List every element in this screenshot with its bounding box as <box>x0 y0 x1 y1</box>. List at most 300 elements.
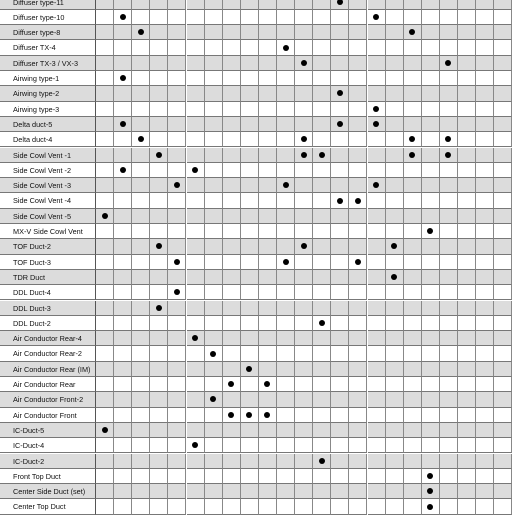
matrix-cell <box>150 469 168 484</box>
matrix-cell <box>96 193 114 208</box>
matrix-cell <box>277 392 295 407</box>
matrix-cell <box>349 484 367 499</box>
matrix-cell <box>476 132 494 147</box>
matrix-cell <box>386 270 404 285</box>
matrix-cell <box>205 346 223 361</box>
matrix-cell <box>458 362 476 377</box>
row-label: Delta duct-5 <box>0 117 96 132</box>
matrix-cell <box>494 10 512 25</box>
matrix-cell <box>223 331 241 346</box>
matrix-cell <box>132 71 150 86</box>
matrix-cell <box>168 270 186 285</box>
matrix-cell <box>295 10 313 25</box>
matrix-cell <box>241 255 259 270</box>
matrix-cell <box>440 484 458 499</box>
matrix-cell <box>404 0 422 10</box>
matrix-cell <box>187 209 205 224</box>
matrix-cell <box>476 163 494 178</box>
matrix-cell <box>368 331 386 346</box>
matrix-cell <box>241 454 259 469</box>
table-row <box>0 484 520 499</box>
matrix-cell <box>168 469 186 484</box>
matrix-cell <box>404 499 422 514</box>
matrix-cell <box>96 408 114 423</box>
applicability-dot-icon <box>246 412 252 418</box>
matrix-cell <box>96 438 114 453</box>
row-label: Airwing type-3 <box>0 102 96 117</box>
matrix-cell <box>259 193 277 208</box>
matrix-cell <box>277 484 295 499</box>
matrix-cell <box>313 56 331 71</box>
matrix-cell <box>187 40 205 55</box>
matrix-cell <box>205 469 223 484</box>
matrix-cell <box>494 469 512 484</box>
matrix-cell <box>349 331 367 346</box>
matrix-cell <box>277 346 295 361</box>
matrix-cell <box>223 0 241 10</box>
matrix-cell <box>368 132 386 147</box>
matrix-cell <box>150 148 168 163</box>
matrix-cell <box>476 438 494 453</box>
matrix-cell <box>205 377 223 392</box>
applicability-dot-icon <box>174 259 180 265</box>
matrix-cell <box>494 346 512 361</box>
matrix-cell <box>187 102 205 117</box>
matrix-cell <box>259 499 277 514</box>
row-label: Side Cowl Vent -4 <box>0 193 96 208</box>
matrix-cell <box>241 56 259 71</box>
table-row <box>0 346 520 361</box>
matrix-cell <box>458 270 476 285</box>
matrix-cell <box>386 255 404 270</box>
matrix-cell <box>349 362 367 377</box>
matrix-cell <box>494 102 512 117</box>
matrix-cell <box>476 224 494 239</box>
matrix-cell <box>440 117 458 132</box>
matrix-cell <box>386 392 404 407</box>
row-label: Center Top Duct <box>0 499 96 514</box>
matrix-cell <box>187 10 205 25</box>
matrix-cell <box>168 331 186 346</box>
matrix-cell <box>404 270 422 285</box>
matrix-cell <box>386 40 404 55</box>
matrix-cell <box>259 224 277 239</box>
matrix-cell <box>368 316 386 331</box>
matrix-cell <box>295 377 313 392</box>
table-row <box>0 270 520 285</box>
matrix-cell <box>259 148 277 163</box>
matrix-cell <box>205 270 223 285</box>
matrix-cell <box>404 132 422 147</box>
matrix-cell <box>476 86 494 101</box>
matrix-cell <box>223 454 241 469</box>
matrix-cell <box>386 377 404 392</box>
matrix-cell <box>476 454 494 469</box>
matrix-cell <box>440 40 458 55</box>
matrix-cell <box>168 484 186 499</box>
matrix-cell <box>422 102 440 117</box>
matrix-cell <box>205 25 223 40</box>
applicability-dot-icon <box>210 351 216 357</box>
matrix-cell <box>114 178 132 193</box>
matrix-cell <box>114 377 132 392</box>
matrix-cell <box>259 469 277 484</box>
matrix-cell <box>295 484 313 499</box>
matrix-cell <box>440 102 458 117</box>
matrix-cell <box>205 484 223 499</box>
matrix-cell <box>187 484 205 499</box>
matrix-cell <box>476 148 494 163</box>
matrix-cell <box>331 316 349 331</box>
matrix-cell <box>349 163 367 178</box>
matrix-cell <box>277 316 295 331</box>
row-label: Diffuser TX-3 / VX-3 <box>0 56 96 71</box>
matrix-cell <box>476 117 494 132</box>
applicability-dot-icon <box>355 198 361 204</box>
matrix-cell <box>96 301 114 316</box>
matrix-cell <box>386 71 404 86</box>
matrix-cell <box>368 71 386 86</box>
table-row <box>0 255 520 270</box>
matrix-cell <box>168 163 186 178</box>
matrix-cell <box>295 499 313 514</box>
matrix-cell <box>440 224 458 239</box>
matrix-cell <box>349 346 367 361</box>
matrix-cell <box>132 377 150 392</box>
matrix-cell <box>187 331 205 346</box>
matrix-cell <box>277 224 295 239</box>
matrix-cell <box>96 132 114 147</box>
matrix-cell <box>114 193 132 208</box>
matrix-cell <box>187 255 205 270</box>
matrix-cell <box>440 209 458 224</box>
matrix-cell <box>150 423 168 438</box>
matrix-cell <box>187 316 205 331</box>
applicability-dot-icon <box>301 136 307 142</box>
applicability-dot-icon <box>138 29 144 35</box>
matrix-cell <box>349 285 367 300</box>
row-label: TOF Duct-2 <box>0 239 96 254</box>
table-row <box>0 209 520 224</box>
matrix-cell <box>132 438 150 453</box>
matrix-cell <box>114 423 132 438</box>
matrix-cell <box>295 239 313 254</box>
matrix-cell <box>494 255 512 270</box>
row-label: Air Conductor Rear (IM) <box>0 362 96 377</box>
matrix-cell <box>476 239 494 254</box>
matrix-cell <box>331 285 349 300</box>
matrix-cell <box>96 10 114 25</box>
matrix-cell <box>205 392 223 407</box>
matrix-cell <box>114 484 132 499</box>
matrix-cell <box>349 301 367 316</box>
matrix-cell <box>458 423 476 438</box>
matrix-cell <box>422 499 440 514</box>
matrix-cell <box>96 0 114 10</box>
matrix-cell <box>349 454 367 469</box>
table-row <box>0 499 520 514</box>
matrix-cell <box>114 117 132 132</box>
matrix-cell <box>368 392 386 407</box>
matrix-cell <box>494 0 512 10</box>
row-label: Air Conductor Front-2 <box>0 392 96 407</box>
matrix-cell <box>223 117 241 132</box>
matrix-cell <box>168 56 186 71</box>
matrix-cell <box>313 469 331 484</box>
matrix-cell <box>422 71 440 86</box>
matrix-cell <box>313 117 331 132</box>
matrix-cell <box>476 392 494 407</box>
matrix-cell <box>259 346 277 361</box>
matrix-cell <box>96 316 114 331</box>
matrix-cell <box>422 239 440 254</box>
matrix-cell <box>168 423 186 438</box>
matrix-cell <box>168 454 186 469</box>
matrix-cell <box>259 316 277 331</box>
matrix-cell <box>494 224 512 239</box>
matrix-cell <box>422 438 440 453</box>
matrix-cell <box>96 270 114 285</box>
matrix-cell <box>494 40 512 55</box>
matrix-cell <box>277 362 295 377</box>
matrix-cell <box>150 178 168 193</box>
table-row <box>0 423 520 438</box>
matrix-cell <box>168 132 186 147</box>
matrix-cell <box>277 499 295 514</box>
row-label: IC-Duct-4 <box>0 438 96 453</box>
matrix-cell <box>386 408 404 423</box>
matrix-cell <box>295 209 313 224</box>
matrix-cell <box>277 148 295 163</box>
matrix-cell <box>259 117 277 132</box>
matrix-cell <box>422 224 440 239</box>
matrix-cell <box>331 0 349 10</box>
matrix-cell <box>132 163 150 178</box>
matrix-cell <box>476 10 494 25</box>
matrix-cell <box>331 408 349 423</box>
matrix-cell <box>313 438 331 453</box>
matrix-cell <box>132 193 150 208</box>
table-row <box>0 102 520 117</box>
matrix-cell <box>295 469 313 484</box>
matrix-cell <box>150 316 168 331</box>
matrix-cell <box>96 255 114 270</box>
matrix-cell <box>476 316 494 331</box>
matrix-cell <box>422 377 440 392</box>
matrix-cell <box>132 408 150 423</box>
matrix-cell <box>313 193 331 208</box>
matrix-cell <box>331 454 349 469</box>
row-label: TDR Duct <box>0 270 96 285</box>
matrix-cell <box>168 224 186 239</box>
matrix-cell <box>150 239 168 254</box>
matrix-cell <box>259 301 277 316</box>
row-label: Airwing type-1 <box>0 71 96 86</box>
matrix-cell <box>96 285 114 300</box>
row-label: Side Cowl Vent -2 <box>0 163 96 178</box>
matrix-cell <box>440 408 458 423</box>
matrix-cell <box>386 163 404 178</box>
matrix-cell <box>458 239 476 254</box>
matrix-cell <box>313 132 331 147</box>
matrix-cell <box>476 40 494 55</box>
matrix-cell <box>241 239 259 254</box>
matrix-cell <box>277 56 295 71</box>
matrix-cell <box>205 56 223 71</box>
matrix-cell <box>404 209 422 224</box>
matrix-cell <box>368 148 386 163</box>
applicability-dot-icon <box>409 152 415 158</box>
matrix-cell <box>277 102 295 117</box>
matrix-cell <box>295 362 313 377</box>
matrix-cell <box>168 408 186 423</box>
matrix-cell <box>404 285 422 300</box>
row-label: Center Side Duct (set) <box>0 484 96 499</box>
matrix-cell <box>422 331 440 346</box>
matrix-cell <box>223 285 241 300</box>
matrix-cell <box>114 362 132 377</box>
matrix-cell <box>150 346 168 361</box>
matrix-cell <box>349 193 367 208</box>
matrix-cell <box>331 10 349 25</box>
matrix-cell <box>295 408 313 423</box>
matrix-cell <box>494 438 512 453</box>
matrix-cell <box>494 132 512 147</box>
matrix-cell <box>422 285 440 300</box>
matrix-cell <box>349 499 367 514</box>
matrix-cell <box>458 209 476 224</box>
matrix-cell <box>295 117 313 132</box>
matrix-cell <box>223 132 241 147</box>
matrix-cell <box>150 163 168 178</box>
matrix-cell <box>277 25 295 40</box>
matrix-cell <box>368 301 386 316</box>
matrix-cell <box>331 163 349 178</box>
matrix-cell <box>223 423 241 438</box>
matrix-cell <box>168 346 186 361</box>
matrix-cell <box>331 117 349 132</box>
row-label: Air Conductor Rear <box>0 377 96 392</box>
matrix-cell <box>349 86 367 101</box>
matrix-cell <box>168 316 186 331</box>
matrix-cell <box>440 423 458 438</box>
matrix-cell <box>368 224 386 239</box>
applicability-dot-icon <box>102 213 108 219</box>
matrix-cell <box>223 377 241 392</box>
matrix-cell <box>440 392 458 407</box>
matrix-cell <box>404 117 422 132</box>
matrix-cell <box>295 25 313 40</box>
matrix-cell <box>386 10 404 25</box>
matrix-cell <box>295 193 313 208</box>
matrix-cell <box>458 346 476 361</box>
matrix-cell <box>404 423 422 438</box>
matrix-cell <box>277 423 295 438</box>
matrix-cell <box>132 40 150 55</box>
matrix-cell <box>96 148 114 163</box>
matrix-cell <box>368 423 386 438</box>
matrix-cell <box>440 454 458 469</box>
matrix-cell <box>494 163 512 178</box>
matrix-cell <box>187 408 205 423</box>
matrix-cell <box>331 469 349 484</box>
matrix-cell <box>458 285 476 300</box>
matrix-cell <box>132 362 150 377</box>
matrix-cell <box>386 56 404 71</box>
matrix-cell <box>96 392 114 407</box>
matrix-cell <box>150 86 168 101</box>
table-row <box>0 239 520 254</box>
matrix-cell <box>277 438 295 453</box>
matrix-cell <box>404 255 422 270</box>
matrix-cell <box>368 86 386 101</box>
table-row <box>0 117 520 132</box>
row-label: DDL Duct-3 <box>0 301 96 316</box>
matrix-cell <box>331 148 349 163</box>
matrix-cell <box>368 10 386 25</box>
matrix-cell <box>349 316 367 331</box>
matrix-cell <box>187 438 205 453</box>
matrix-cell <box>241 193 259 208</box>
matrix-cell <box>295 454 313 469</box>
matrix-cell <box>331 239 349 254</box>
matrix-cell <box>331 270 349 285</box>
matrix-cell <box>168 392 186 407</box>
matrix-cell <box>187 454 205 469</box>
matrix-cell <box>223 408 241 423</box>
matrix-cell <box>259 209 277 224</box>
matrix-cell <box>259 362 277 377</box>
matrix-cell <box>313 423 331 438</box>
matrix-cell <box>132 331 150 346</box>
matrix-cell <box>313 239 331 254</box>
row-label: Side Cowl Vent -1 <box>0 148 96 163</box>
matrix-cell <box>187 239 205 254</box>
row-label: MX-V Side Cowl Vent <box>0 224 96 239</box>
matrix-cell <box>440 270 458 285</box>
row-label: DDL Duct-4 <box>0 285 96 300</box>
matrix-cell <box>114 71 132 86</box>
matrix-cell <box>132 86 150 101</box>
matrix-cell <box>331 362 349 377</box>
matrix-cell <box>205 178 223 193</box>
matrix-cell <box>440 499 458 514</box>
applicability-dot-icon <box>192 167 198 173</box>
matrix-cell <box>476 270 494 285</box>
matrix-cell <box>168 178 186 193</box>
matrix-cell <box>404 102 422 117</box>
matrix-cell <box>295 438 313 453</box>
matrix-cell <box>386 209 404 224</box>
matrix-cell <box>313 454 331 469</box>
matrix-cell <box>132 346 150 361</box>
matrix-cell <box>368 377 386 392</box>
matrix-cell <box>150 362 168 377</box>
matrix-cell <box>494 377 512 392</box>
matrix-cell <box>331 499 349 514</box>
matrix-cell <box>187 71 205 86</box>
matrix-cell <box>313 484 331 499</box>
matrix-cell <box>494 362 512 377</box>
matrix-cell <box>96 71 114 86</box>
matrix-cell <box>295 0 313 10</box>
matrix-cell <box>476 331 494 346</box>
matrix-cell <box>168 377 186 392</box>
matrix-cell <box>241 209 259 224</box>
row-label: DDL Duct-2 <box>0 316 96 331</box>
matrix-cell <box>404 438 422 453</box>
matrix-cell <box>187 132 205 147</box>
